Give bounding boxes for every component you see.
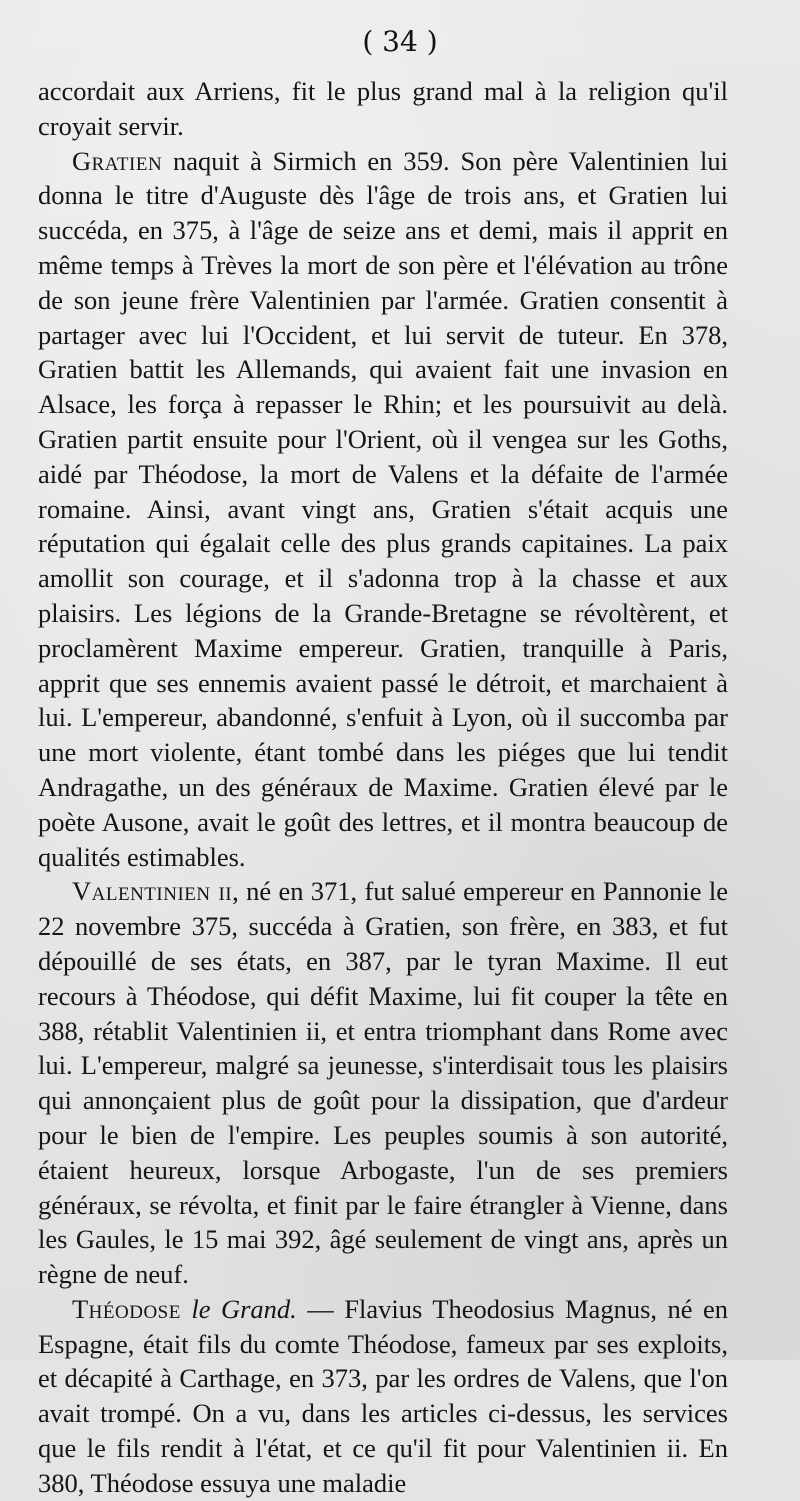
- entry-heading-theodose: Théodose: [72, 1293, 181, 1324]
- entry-heading-valentinien: Valentinien ii: [72, 876, 233, 907]
- paragraph-valentinien: [38, 874, 728, 1292]
- entry-epithet: le Grand.: [180, 1293, 297, 1324]
- paragraph-text: , né en 371, fut salué empereur en Pannonie le 22 novembre 375, succéda à Gratien, son frère, en 383, et fut dépouillé de ses états, en 387, par le tyran Maxime. Il eut recours à Théodose, qui défit Maxime, lui fit couper la tête en 388, rétablit Valentinien ii, et entra triomphant dans Rome avec lui. L'empereur, malgré sa jeunesse, s'interdisait tous les plaisirs qui annonçaient plus de goût pour la dissipation, que d'ardeur pour le bien de l'empire. Les peuples soumis à son autorité, étaient heureux, lorsque Arbogaste, l'un de ses premiers généraux, se révolta, et finit par le faire étrangler à Vienne, dans les Gaules, le 15 mai 392, âgé seulement de vingt ans, après un règne de neuf.: [38, 876, 728, 1290]
- paragraph-gratien: [38, 144, 728, 875]
- paragraph-text: — Flavius Theodosius Magnus, né en Espagne, était fils du comte Théodose, fameux par ses exploits, et décapité à Carthage, en 373, par les ordres de Valens, que l'on avait trompé. On a vu, dans les articles ci-dessus, les services que le fils rendit à l'état, et ce qu'il fit pour Valentinien ii. En 380, Théodose essuya une maladie: [38, 1293, 728, 1498]
- paragraph-theodose: [38, 1292, 728, 1501]
- paragraph-continuation: [38, 74, 728, 144]
- page-number: ( 34 ): [362, 25, 438, 58]
- paragraph-text: naquit à Sirmich en 359. Son père Valentinien lui donna le titre d'Auguste dès l'âge de trois ans, et Gratien lui succéda, en 375, à l'âge de seize ans et demi, mais il apprit en même temps à Trèves la mort de son père et l'élévation au trône de son jeune frère Valentinien par l'armée. Gratien consentit à partager avec lui l'Occident, et lui servit de tuteur. En 378, Gratien battit les Allemands, qui avaient fait une invasion en Alsace, les força à repasser le Rhin; et les poursuivit au delà. Gratien partit ensuite pour l'Orient, où il vengea sur les Goths, aidé par Théodose, la mort de Valens et la défaite de l'armée romaine. Ainsi, avant vingt ans, Gratien s'était acquis une réputation qui égalait celle des plus grands capitaines. La paix amollit son courage, et il s'adonna trop à la chasse et aux plaisirs. Les légions de la Grande-Bretagne se révoltèrent, et proclamèrent Maxime empereur. Gratien, tranquille à Paris, apprit que ses ennemis avaient passé le détroit, et marchaient à lui. L'empereur, abandonné, s'enfuit à Lyon, où il succomba par une mort violente, étant tombé dans les piéges que lui tendit Andragathe, un des généraux de Maxime. Gratien élevé par le poète Ausone, avait le goût des lettres, et il montra beaucoup de qualités estimables.: [38, 145, 728, 872]
- paragraph-text: accordait aux Arriens, fit le plus grand mal à la religion qu'il croyait servir.: [38, 76, 728, 141]
- body-text: [38, 74, 728, 1501]
- entry-heading-gratien: Gratien: [72, 145, 163, 176]
